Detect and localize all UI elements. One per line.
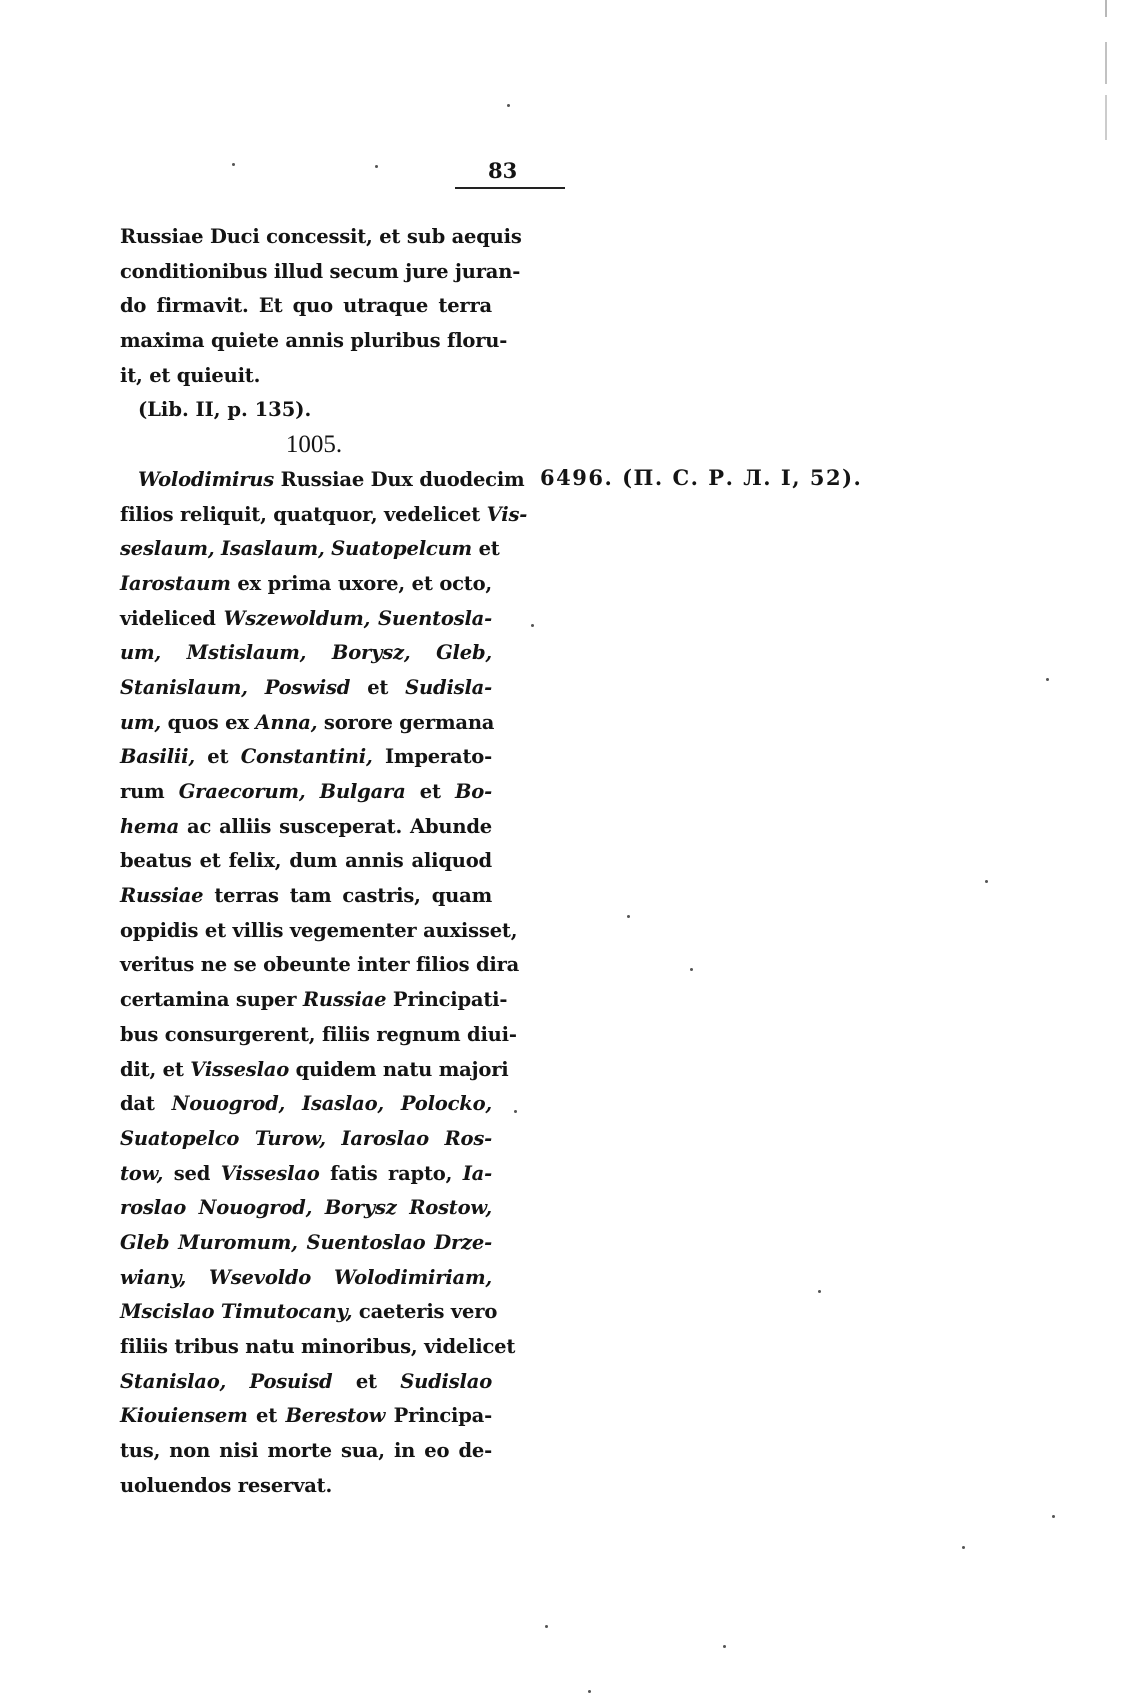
text-line bbox=[120, 1122, 492, 1157]
text-segment: beatus et felix, dum annis aliquod bbox=[120, 849, 492, 873]
text-line bbox=[120, 1295, 498, 1330]
italic-segment: Kiouiensem bbox=[120, 1404, 248, 1428]
scan-speck bbox=[723, 1645, 726, 1648]
text-line bbox=[120, 602, 492, 637]
text-line bbox=[120, 775, 492, 810]
italic-segment: Basilii, bbox=[120, 745, 195, 769]
text-line bbox=[120, 1399, 492, 1434]
italic-segment: um, Mstislaum, Borysz, Gleb, bbox=[120, 641, 492, 665]
text-line bbox=[120, 844, 492, 879]
italic-segment: Nouogrod, Isaslao, Polocko, bbox=[171, 1092, 492, 1116]
text-line bbox=[120, 463, 525, 498]
italic-segment: Constantini, bbox=[240, 745, 373, 769]
text-segment: quidem natu majori bbox=[289, 1057, 509, 1081]
text-segment: Russiae Duci concessit, et sub aequis bbox=[120, 225, 522, 248]
italic-segment: wiany, Wsevoldo Wolodimiriam, bbox=[120, 1265, 492, 1289]
scan-speck bbox=[1052, 1515, 1055, 1518]
text-line bbox=[120, 1053, 509, 1088]
text-segment: et bbox=[471, 537, 500, 561]
text-segment: Russiae Dux duodecim bbox=[274, 467, 525, 491]
scan-speck bbox=[514, 1110, 517, 1113]
text-line bbox=[120, 879, 492, 914]
text-segment: filios reliquit, quatquor, vedelicet bbox=[120, 502, 487, 526]
page-number: 83 bbox=[488, 158, 518, 183]
italic-segment: Graecorum, Bulgara bbox=[178, 780, 406, 803]
italic-segment: Wolodimirus bbox=[138, 467, 275, 491]
text-segment: sed bbox=[163, 1161, 221, 1185]
scan-speck bbox=[1046, 678, 1049, 681]
italic-segment: hema bbox=[120, 814, 180, 838]
text-segment: et bbox=[247, 1404, 286, 1428]
text-line bbox=[120, 706, 495, 741]
italic-segment: Visseslao bbox=[220, 1161, 320, 1185]
text-segment: tus, non nisi morte sua, in eo de- bbox=[120, 1439, 492, 1463]
text-line bbox=[120, 567, 492, 602]
text-line bbox=[120, 810, 492, 845]
text-line bbox=[120, 289, 492, 324]
scan-speck bbox=[375, 165, 378, 168]
text-segment: bus consurgerent, filiis regnum diui- bbox=[120, 1022, 517, 1046]
text-line bbox=[120, 914, 518, 949]
header-rule bbox=[455, 187, 565, 189]
text-segment: Imperato- bbox=[372, 745, 492, 769]
italic-segment: Sudislao bbox=[400, 1369, 492, 1393]
text-segment: Principa- bbox=[385, 1404, 492, 1428]
scan-speck bbox=[818, 1290, 821, 1293]
text-line bbox=[120, 359, 492, 394]
text-line bbox=[120, 1191, 492, 1226]
italic-segment: Iarostaum bbox=[120, 571, 231, 595]
text-line bbox=[120, 532, 500, 567]
text-line bbox=[120, 983, 508, 1018]
marginal-reference: 6496. (П. С. Р. Л. I, 52). bbox=[540, 465, 863, 490]
italic-segment: Russiae bbox=[120, 884, 204, 908]
italic-segment: Stanislao, Posuisd bbox=[120, 1369, 333, 1393]
italic-segment: Bo- bbox=[455, 780, 492, 803]
text-segment: Principati- bbox=[386, 988, 508, 1012]
scan-speck bbox=[627, 915, 630, 918]
page-edge-mark bbox=[1105, 0, 1107, 140]
italic-segment: Berestow bbox=[285, 1404, 386, 1428]
italic-segment: Stanislaum, Poswisd bbox=[120, 675, 351, 699]
scan-speck bbox=[588, 1690, 591, 1693]
text-line bbox=[120, 220, 522, 255]
text-line bbox=[120, 1157, 492, 1192]
italic-segment: Wszewoldum, Suentosla- bbox=[223, 606, 492, 630]
text-segment: certamina super bbox=[120, 988, 303, 1012]
text-segment: do firmavit. Et quo utraque terra bbox=[120, 294, 492, 318]
text-segment: sorore germana bbox=[317, 710, 495, 734]
citation: (Lib. II, p. 135). bbox=[138, 398, 312, 422]
italic-segment: tow, bbox=[120, 1161, 164, 1185]
text-segment: it, et quieuit. bbox=[120, 363, 261, 387]
text-segment: caeteris vero bbox=[352, 1300, 498, 1324]
text-line bbox=[120, 324, 508, 359]
text-line bbox=[120, 740, 492, 775]
text-segment: et bbox=[350, 675, 406, 699]
italic-segment: Mscislao Timutocany, bbox=[120, 1300, 353, 1324]
italic-segment: roslao Nouogrod, Borysz Rostow, bbox=[120, 1196, 492, 1220]
text-segment: oppidis et villis vegementer auxisset, bbox=[120, 918, 518, 942]
italic-segment: Sudisla- bbox=[405, 675, 492, 699]
text-segment: maxima quiete annis pluribus floru- bbox=[120, 329, 508, 353]
italic-segment: Gleb Muromum, Suentoslao Drze- bbox=[120, 1230, 492, 1254]
text-line bbox=[120, 636, 492, 671]
year-heading: 1005. bbox=[285, 431, 343, 459]
scan-speck bbox=[545, 1625, 548, 1628]
text-segment: et bbox=[405, 780, 456, 803]
text-line bbox=[120, 498, 528, 533]
text-segment: et bbox=[194, 745, 241, 769]
main-text-column bbox=[120, 220, 528, 1503]
text-segment: uoluendos reservat. bbox=[120, 1473, 333, 1497]
italic-segment: um, bbox=[120, 710, 161, 734]
text-segment: fatis rapto, bbox=[319, 1161, 463, 1185]
text-line bbox=[120, 1365, 492, 1400]
text-segment: dit, et bbox=[120, 1057, 191, 1081]
text-segment: veritus ne se obeunte inter filios dira bbox=[120, 953, 520, 977]
text-line bbox=[120, 1087, 492, 1122]
text-line bbox=[120, 948, 520, 983]
text-segment: quos ex bbox=[161, 710, 256, 734]
italic-segment: Ia- bbox=[462, 1161, 492, 1185]
text-segment: rum bbox=[120, 780, 179, 803]
italic-segment: Russiae bbox=[302, 988, 387, 1012]
text-line bbox=[120, 1018, 517, 1053]
text-line bbox=[120, 1434, 492, 1469]
italic-segment: Vis- bbox=[486, 502, 528, 526]
text-line bbox=[120, 1469, 492, 1504]
scan-speck bbox=[962, 1546, 965, 1549]
text-segment: dat bbox=[120, 1092, 172, 1116]
text-line bbox=[120, 671, 492, 706]
italic-segment: seslaum, Isaslaum, Suatopelcum bbox=[120, 537, 472, 561]
text-segment: videliced bbox=[120, 606, 224, 630]
text-segment: ac alliis susceperat. Abunde bbox=[179, 814, 492, 838]
italic-segment: Suatopelco Turow, Iaroslao Ros- bbox=[120, 1126, 492, 1150]
scan-speck bbox=[690, 968, 693, 971]
text-line bbox=[120, 1261, 492, 1296]
italic-segment: Anna, bbox=[255, 710, 318, 734]
scan-speck bbox=[232, 163, 235, 166]
scan-speck bbox=[531, 624, 534, 627]
italic-segment: Visseslao bbox=[190, 1057, 290, 1081]
text-segment: terras tam castris, quam bbox=[203, 884, 492, 908]
text-line bbox=[120, 255, 521, 290]
text-line bbox=[120, 1226, 492, 1261]
text-segment: et bbox=[332, 1369, 401, 1393]
scan-speck bbox=[985, 880, 988, 883]
text-segment: filiis tribus natu minoribus, videlicet bbox=[120, 1335, 516, 1358]
text-segment: ex prima uxore, et octo, bbox=[230, 571, 492, 595]
text-line bbox=[120, 1330, 516, 1365]
scan-speck bbox=[507, 104, 510, 107]
text-segment: conditionibus illud secum jure juran- bbox=[120, 259, 521, 283]
